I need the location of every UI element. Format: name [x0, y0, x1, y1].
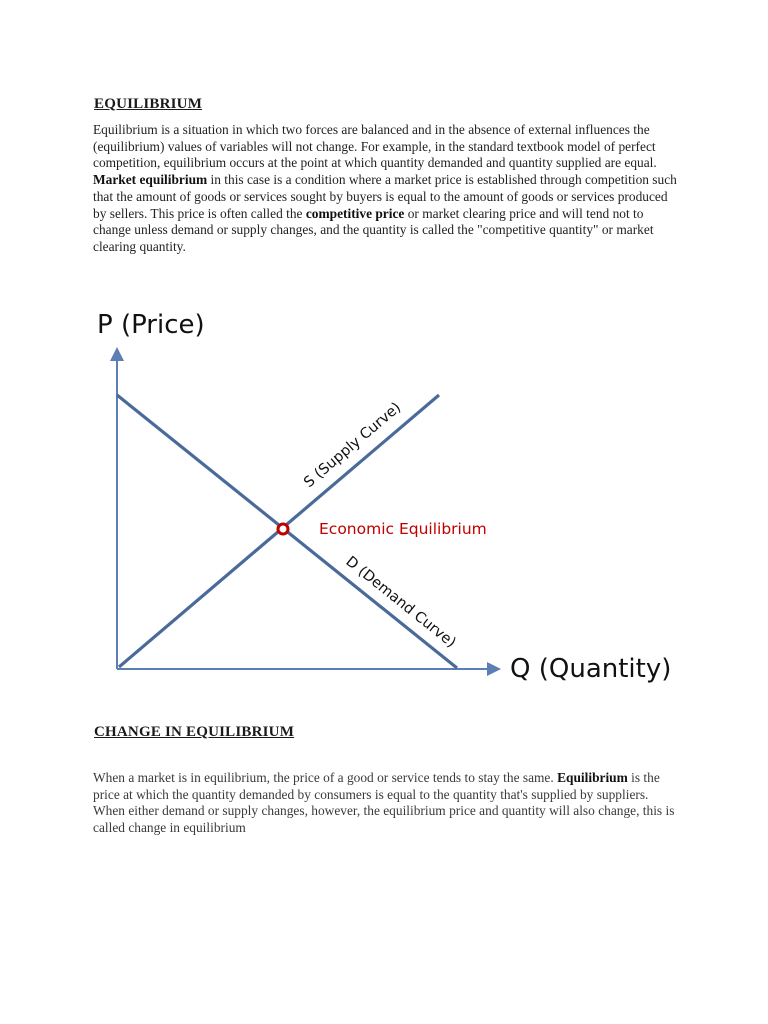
paragraph-equilibrium-definition [93, 122, 677, 256]
equilibrium-point [278, 524, 288, 534]
text-run: is the price at which the quantity demanded by consumers is equal to the quantity that's supplied by suppliers. When either demand or supply changes, however, the equilibrium price and quantity will also change, this is called change in equilibrium [93, 770, 675, 836]
text-run: or market clearing price and will tend not to change unless demand or supply changes, and the quantity is called the "competitive quantity" or market clearing quantity. [93, 205, 654, 254]
equilibrium-label: Economic Equilibrium [319, 520, 487, 538]
bold-term: competitive price [305, 205, 405, 221]
demand-curve-label: D (Demand Curve) [342, 553, 459, 652]
bold-term: Equilibrium [557, 770, 628, 785]
text-run: Equilibrium is a situation in which two forces are balanced and in the absence of external influences the (equilibrium) values of variables will not change. For example, in the standard textbook model of perfect competition, equilibrium occurs at the point at which quantity demanded and quantity supplied are equal. [93, 122, 657, 171]
supply-curve-label: S (Supply Curve) [301, 399, 405, 492]
text-run: When a market is in equilibrium, the price of a good or service tends to stay the same. [93, 770, 558, 785]
section-heading-change-in-equilibrium: CHANGE IN EQUILIBRIUM [94, 724, 295, 740]
y-axis-label: P (Price) [97, 310, 205, 340]
x-axis-label: Q (Quantity) [510, 654, 672, 684]
supply-demand-diagram [0, 290, 768, 710]
paragraph-change-in-equilibrium [93, 770, 677, 837]
section-heading-equilibrium: EQUILIBRIUM [94, 96, 203, 112]
text-run: in this case is a condition where a market price is established through competition such that the amount of goods or services sought by buyers is equal to the amount of goods or services produced by sellers. This price is often called the [93, 172, 677, 221]
bold-term: Market equilibrium [93, 172, 208, 188]
